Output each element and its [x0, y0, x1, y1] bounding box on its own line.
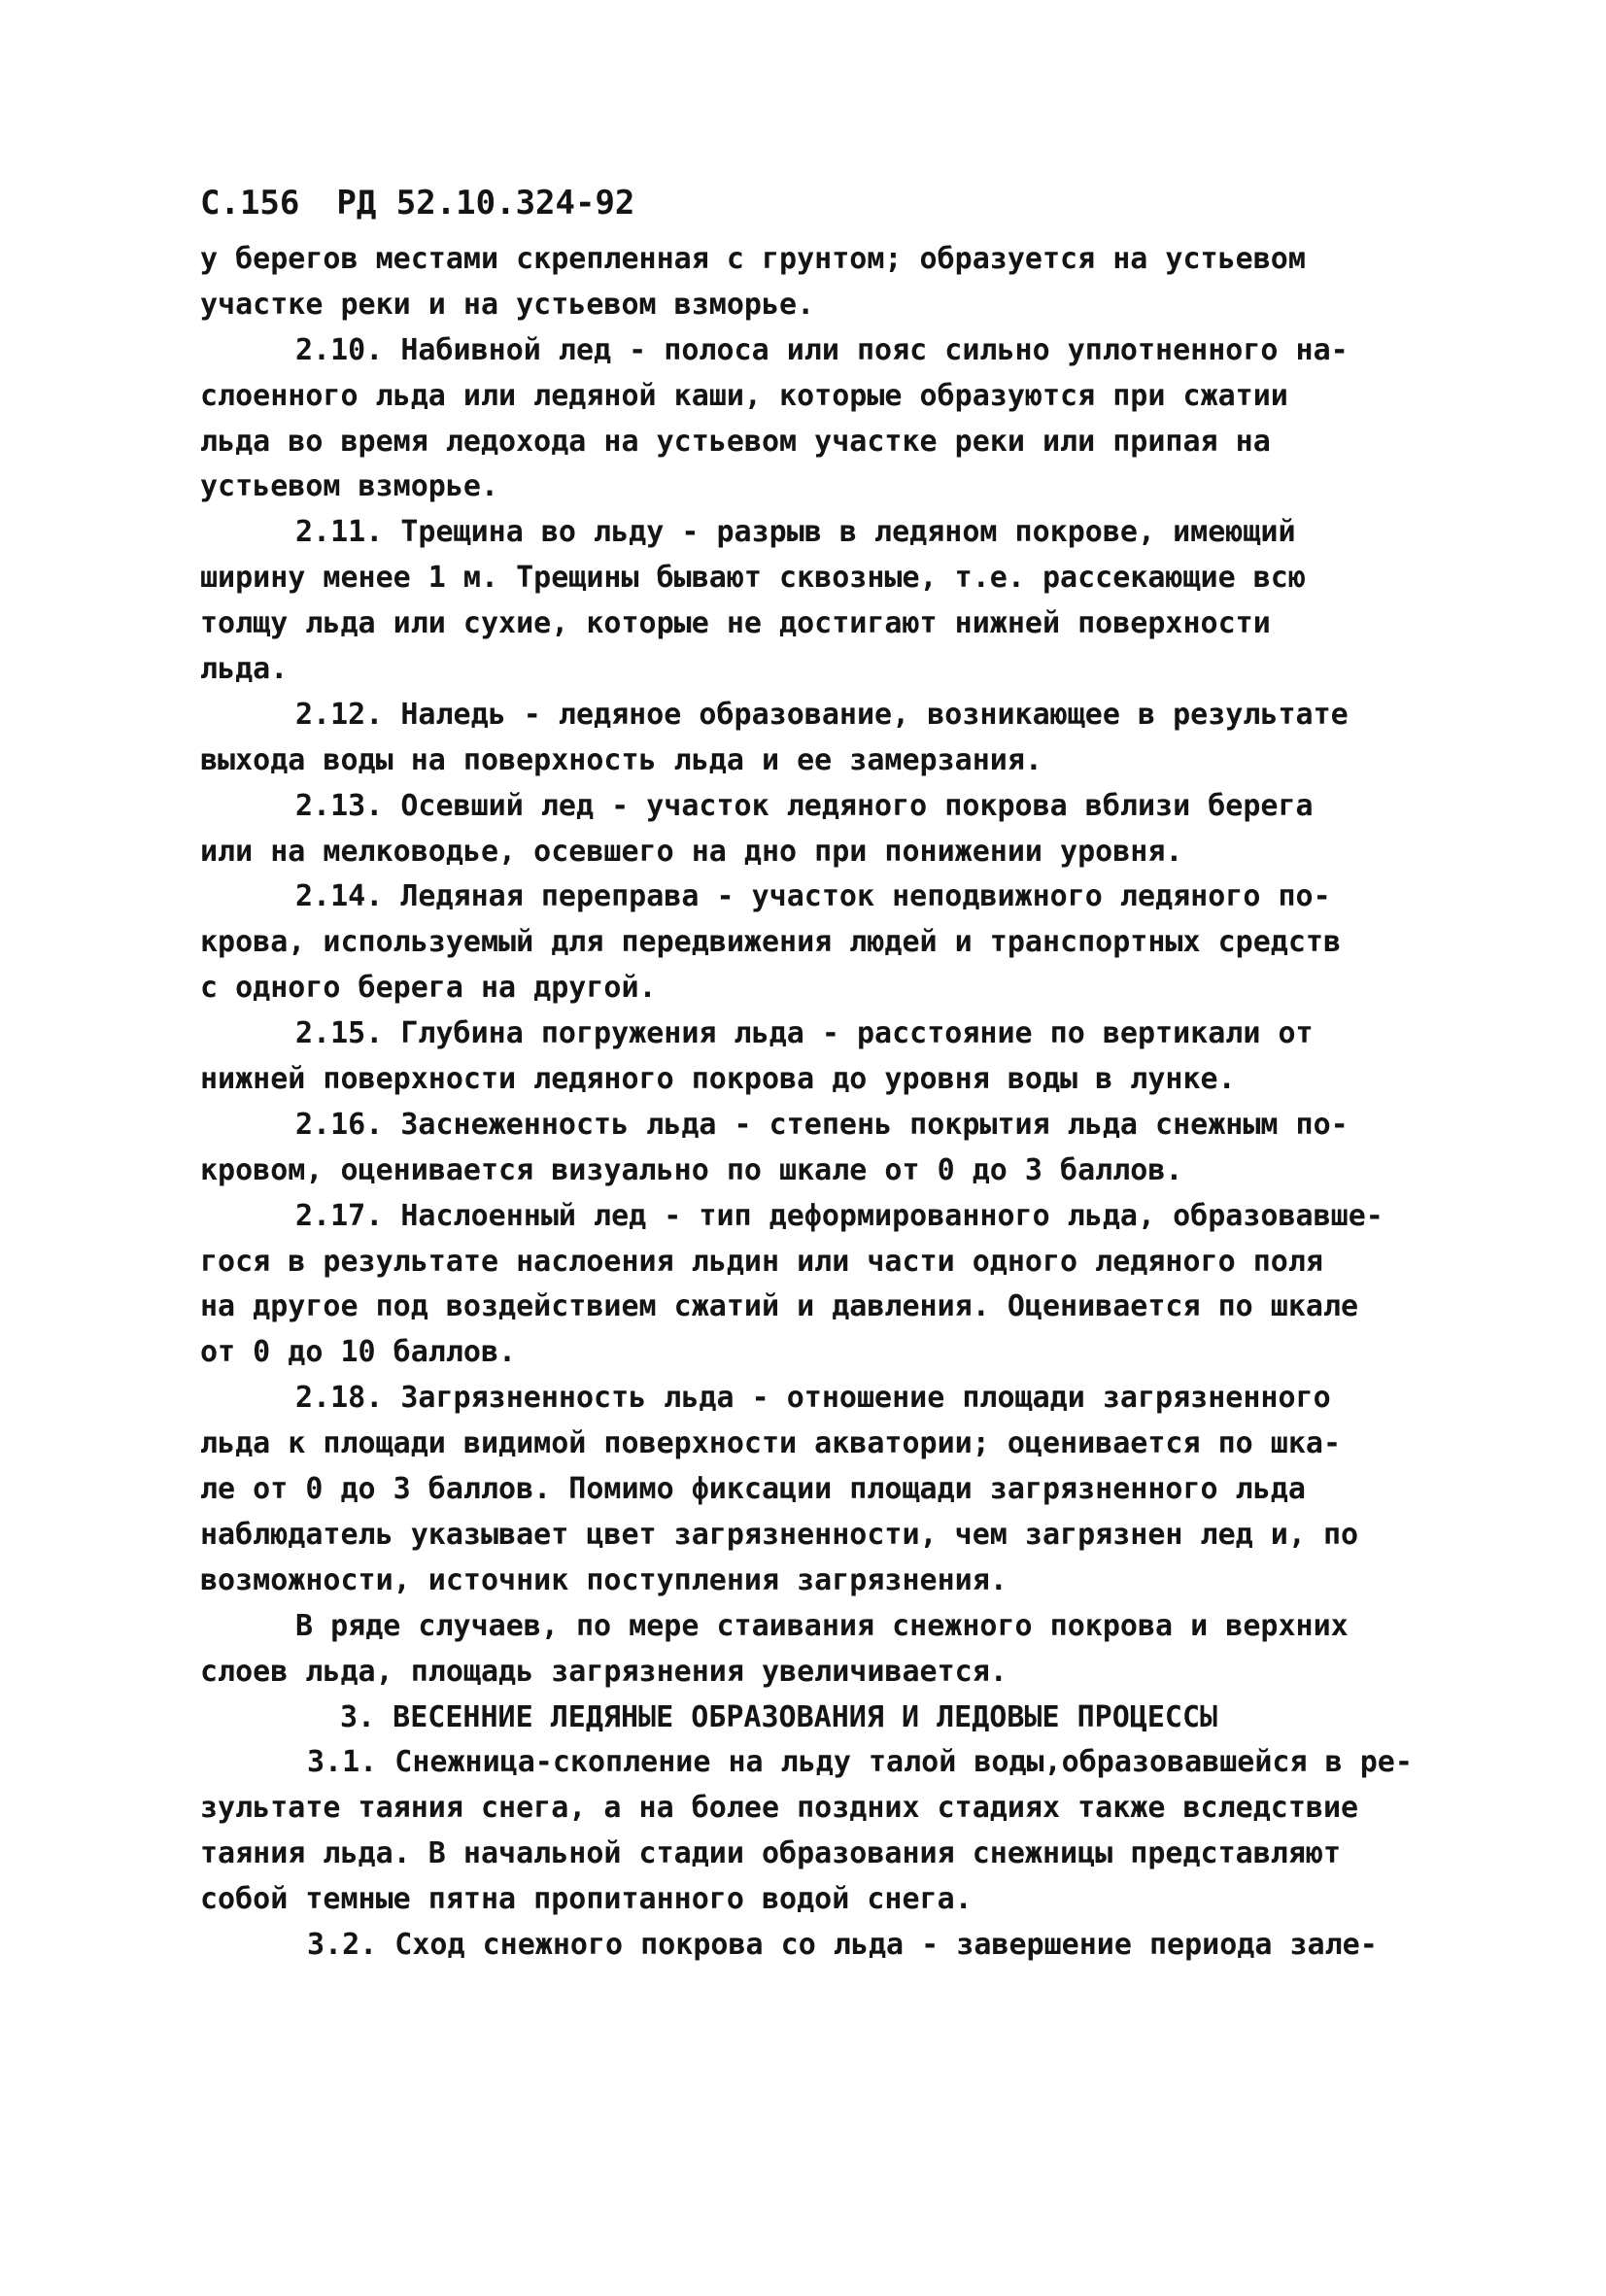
paragraph-2-15: 2.15. Глубина погружения льда - расстояние по вертикали от: [295, 1016, 1314, 1051]
text-line: с одного берега на другой.: [200, 971, 657, 1006]
text-line: слоев льда, площадь загрязнения увеличивается.: [200, 1654, 1008, 1689]
document-body: [200, 237, 1463, 1969]
page-header: [200, 181, 634, 225]
section-heading-3: 3. ВЕСЕННИЕ ЛЕДЯНЫЕ ОБРАЗОВАНИЯ И ЛЕДОВЫЕ ПРОЦЕССЫ: [340, 1699, 1218, 1734]
paragraph-2-17: 2.17. Наслоенный лед - тип деформированного льда, образовавше-: [295, 1198, 1384, 1233]
text-line: наблюдатель указывает цвет загрязненности, чем загрязнен лед и, по: [200, 1517, 1359, 1552]
text-line: у берегов местами скрепленная с грунтом; образуется на устьевом: [200, 242, 1306, 276]
text-line: гося в результате наслоения льдин или части одного ледяного поля: [200, 1244, 1323, 1279]
text-line: льда во время ледохода на устьевом участке реки или припая на: [200, 424, 1271, 459]
text-line: слоенного льда или ледяной каши, которые образуются при сжатии: [200, 378, 1288, 413]
text-line: собой темные пятна пропитанного водой снега.: [200, 1882, 973, 1917]
paragraph-3-2: 3.2. Сход снежного покрова со льда - завершение периода зале-: [307, 1927, 1378, 1962]
paragraph-2-11: 2.11. Трещина во льду - разрыв в ледяном покрове, имеющий: [295, 515, 1296, 550]
paragraph-3-1: 3.1. Снежница-скопление на льду талой воды,образовавшейся в ре-: [307, 1745, 1413, 1780]
text-line: таяния льда. В начальной стадии образования снежницы представляют: [200, 1836, 1341, 1871]
paragraph-note: В ряде случаев, по мере стаивания снежного покрова и верхних: [295, 1608, 1349, 1643]
text-line: ле от 0 до 3 баллов. Помимо фиксации площади загрязненного льда: [200, 1472, 1306, 1507]
text-line: возможности, источник поступления загрязнения.: [200, 1562, 1008, 1597]
text-line: на другое под воздействием сжатий и давления. Оценивается по шкале: [200, 1289, 1359, 1324]
text-line: устьевом взморье.: [200, 469, 499, 504]
paragraph-2-14: 2.14. Ледяная переправа - участок неподвижного ледяного по-: [295, 879, 1331, 914]
page-number: С.156: [200, 184, 300, 223]
text-line: нижней поверхности ледяного покрова до уровня воды в лунке.: [200, 1062, 1236, 1097]
text-line: ширину менее 1 м. Трещины бывают сквозные, т.е. рассекающие всю: [200, 561, 1306, 596]
text-line: или на мелководье, осевшего на дно при понижении уровня.: [200, 834, 1183, 869]
paragraph-2-16: 2.16. Заснеженность льда - степень покрытия льда снежным по-: [295, 1107, 1349, 1142]
text-line: кровом, оценивается визуально по шкале от 0 до 3 баллов.: [200, 1152, 1183, 1187]
text-line: крова, используемый для передвижения людей и транспортных средств: [200, 925, 1341, 960]
paragraph-2-18: 2.18. Загрязненность льда - отношение площади загрязненного: [295, 1381, 1331, 1416]
paragraph-2-10: 2.10. Набивной лед - полоса или пояс сильно уплотненного на-: [295, 332, 1349, 367]
text-line: зультате таяния снега, а на более поздних стадиях также вследствие: [200, 1791, 1359, 1826]
text-line: льда.: [200, 652, 289, 687]
text-line: выхода воды на поверхность льда и ее замерзания.: [200, 742, 1042, 777]
paragraph-2-12: 2.12. Наледь - ледяное образование, возникающее в результате: [295, 697, 1349, 732]
text-line: от 0 до 10 баллов.: [200, 1335, 517, 1370]
text-line: участке реки и на устьевом взморье.: [200, 287, 815, 322]
document-code: РД 52.10.324-92: [336, 184, 635, 223]
text-line: льда к площади видимой поверхности акватории; оценивается по шка-: [200, 1426, 1341, 1461]
text-line: толщу льда или сухие, которые не достигают нижней поверхности: [200, 606, 1271, 641]
paragraph-2-13: 2.13. Осевший лед - участок ледяного покрова вблизи берега: [295, 788, 1314, 823]
